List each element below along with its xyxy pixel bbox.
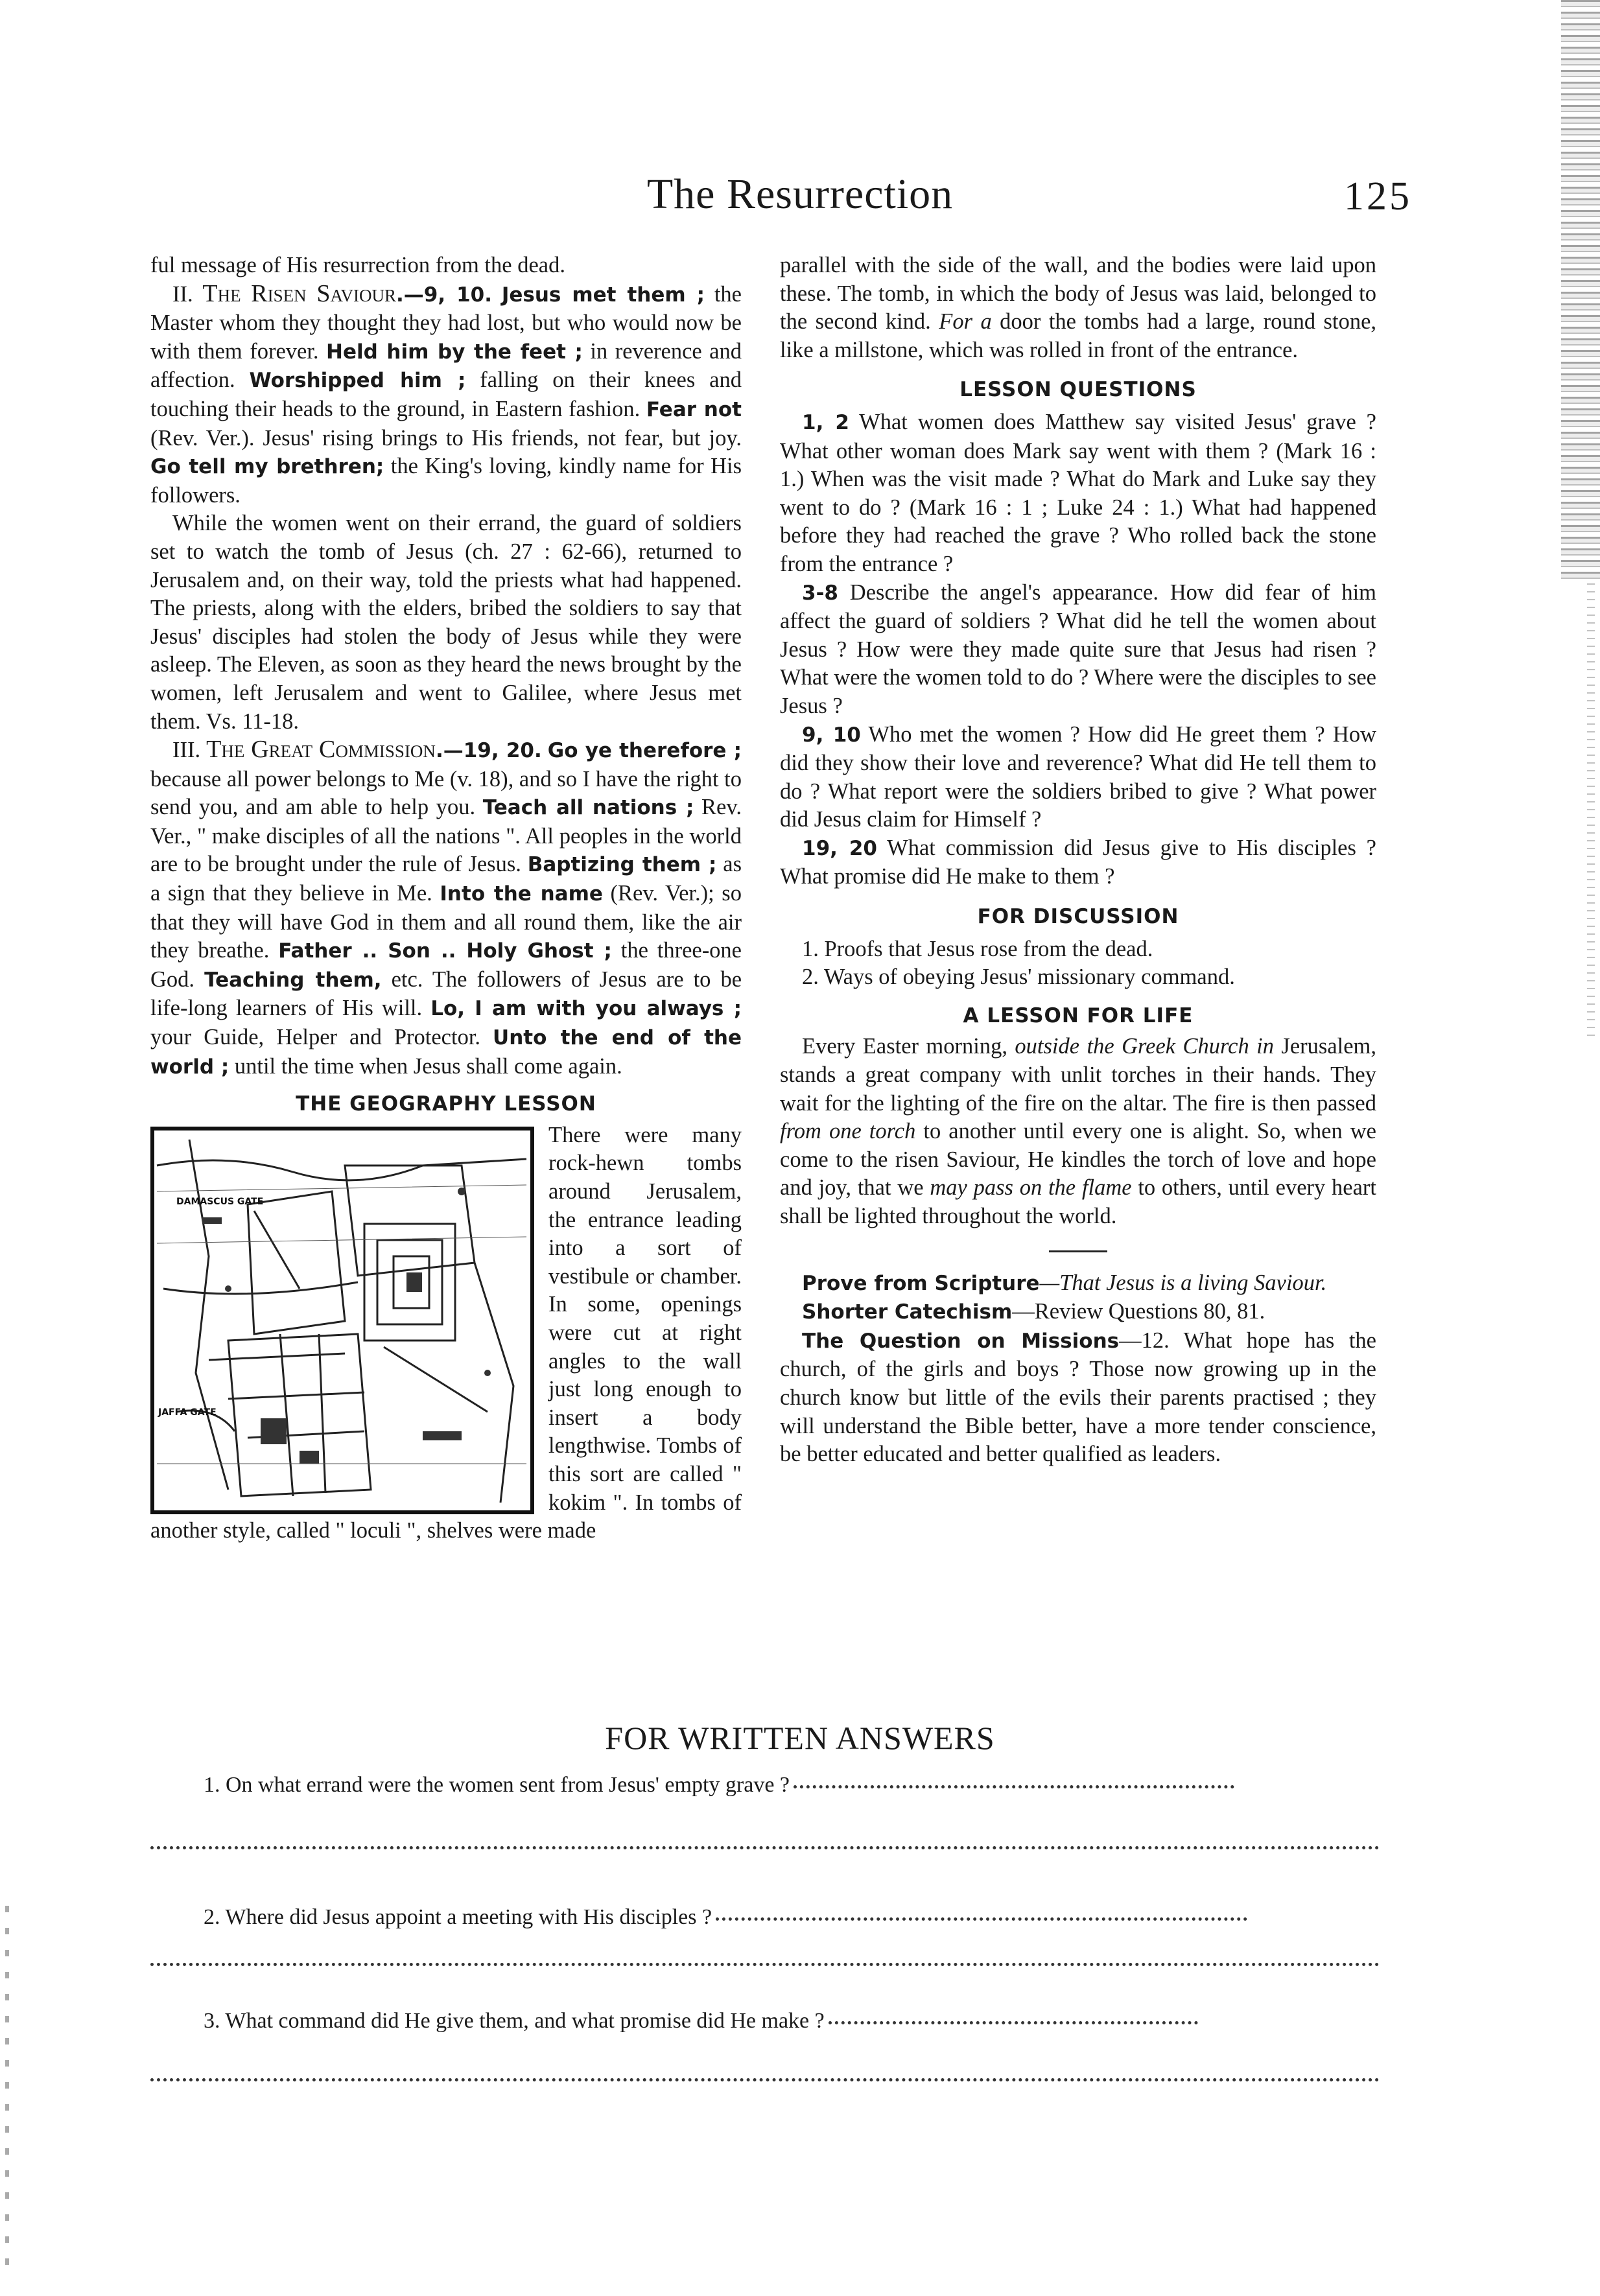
- prove-from-scripture: [780, 1269, 1376, 1298]
- discussion-item: 1. Proofs that Jesus rose from the dead.: [802, 936, 1153, 961]
- answer-line[interactable]: [794, 1785, 1234, 1788]
- question-text: What women does Matthew say visited Jesus' grave ? What other woman does Mark say went with them ? (Mark 16 : 1.) When was the visit made ? What do Mark and Luke say they went to do ? (Mark 16 : 1 ; Luke 24 : 1.) What had happened before they had reached the grave ? Who rolled back the stone from the entrance ?: [780, 409, 1376, 576]
- geography-section: [150, 1121, 742, 1545]
- missions-text: —12. What hope has the church, of the girls and boys ? Those now growing up in the church know but little of the evils their parents practised ; they will understand the Bible better, have a more tender conscience, be better educated and better qualified as leaders.: [780, 1328, 1376, 1467]
- geo-cont-end: door the tombs had a large, round stone, like a millstone, which was rolled in front of the entrance.: [780, 309, 1377, 362]
- key-phrase: Held him by the feet ;: [326, 340, 583, 364]
- missions-label: The Question on Missions: [802, 1329, 1120, 1353]
- key-phrase: Lo, I am with you always ;: [430, 997, 742, 1021]
- life-text: Every Easter morning,: [802, 1034, 1007, 1059]
- answer-line[interactable]: [150, 2078, 1380, 2081]
- question-text: Who met the women ? How did He greet them ? How did they show their love and reverence? What did He tell them to do ? What report were the soldiers bribed to give ? What power did Jesus claim for Himself ?: [780, 721, 1376, 832]
- question-block: [780, 408, 1376, 579]
- life-italic: may pass on the flame: [923, 1175, 1132, 1201]
- life-text: to others, until every heart shall be lighted throughout the world.: [780, 1175, 1376, 1228]
- prove-text: —That Jesus is a living Saviour.: [1039, 1270, 1327, 1295]
- written-answers-heading: FOR WRITTEN ANSWERS: [605, 1720, 995, 1756]
- written-question-text: 3. What command did He give them, and what promise did He make ?: [204, 2009, 825, 2033]
- prove-label: Prove from Scripture: [802, 1271, 1040, 1295]
- geography-heading: THE GEOGRAPHY LESSON: [296, 1092, 596, 1116]
- shorter-catechism: [780, 1298, 1376, 1327]
- margin-mark: [5, 1906, 9, 2269]
- answer-line[interactable]: [716, 1917, 1247, 1921]
- right-column: [780, 252, 1376, 1469]
- lesson-for-life-text: [780, 1033, 1376, 1230]
- key-phrase: Fear not: [646, 397, 742, 421]
- geography-continuation: [780, 252, 1376, 364]
- note-text: the Master whom they thought they had lost, but who would now be with them forever.: [150, 281, 742, 364]
- question-block: [780, 721, 1376, 834]
- key-phrase: Teaching them,: [204, 968, 382, 992]
- key-phrase: Into the name: [440, 882, 603, 906]
- section-risen-saviour: [150, 280, 742, 510]
- question-ref: 1, 2: [802, 410, 849, 434]
- question-block: [780, 579, 1376, 721]
- map-label-damascus-gate: DAMASCUS GATE: [176, 1196, 264, 1207]
- page-title: The Resurrection: [646, 170, 954, 218]
- key-phrase: Jesus met them ;: [501, 283, 705, 307]
- divider: [1049, 1250, 1107, 1252]
- note-text: (Rev. Ver.); so that they will have God in them and all round them, like the air they breathe.: [150, 881, 742, 963]
- lesson-questions-heading: LESSON QUESTIONS: [959, 378, 1197, 402]
- key-phrase: Go tell my brethren;: [150, 455, 384, 479]
- catechism-text: —Review Questions 80, 81.: [1012, 1299, 1265, 1324]
- catechism-label: Shorter Catechism: [802, 1300, 1013, 1324]
- verse-ref: .—9, 10.: [395, 283, 492, 307]
- note-text: Rev. Ver., " make disciples of all the nations ". All peoples in the world are to be brought under the rule of Jesus.: [150, 795, 742, 877]
- binding-edge-lower: [1587, 583, 1595, 1037]
- written-question-text: 1. On what errand were the women sent from Jesus' empty grave ?: [204, 1773, 790, 1797]
- key-phrase: Worshipped him ;: [249, 369, 466, 393]
- section-number: III.: [172, 738, 201, 763]
- note-text: until the time when Jesus shall come again.: [229, 1053, 622, 1079]
- note-text: (Rev. Ver.). Jesus' rising brings to His friends, not fear, but joy.: [150, 425, 742, 451]
- section-title: The Risen Saviour: [202, 279, 396, 307]
- binding-edge: [1561, 0, 1600, 583]
- note-text: in reverence and affection.: [150, 338, 742, 393]
- continuation-paragraph: ful message of His resurrection from the dead.: [150, 253, 565, 277]
- answer-line[interactable]: [150, 1846, 1380, 1849]
- verse-ref: .—19, 20.: [435, 739, 542, 763]
- note-text: etc. The followers of Jesus are to be life-long learners of His will.: [150, 966, 742, 1021]
- question-block: [780, 834, 1376, 891]
- written-question: [149, 2007, 1381, 2035]
- life-italic: from one torch: [780, 1119, 916, 1144]
- geo-cont-italic: For a: [930, 309, 992, 334]
- section-number: II.: [172, 281, 193, 307]
- question-ref: 3-8: [802, 581, 839, 605]
- geo-cont-text: parallel with the side of the wall, and the bodies were laid upon these. The tomb, in which the body of Jesus was laid, belonged to the second kind.: [780, 253, 1376, 334]
- left-column: [150, 252, 742, 1545]
- guard-paragraph: While the women went on their errand, the guard of soldiers set to watch the tomb of Jesus (ch. 27 : 62-66), returned to Jerusalem and, on their way, told the priests what had happened. The priests, along with the elders, bribed the soldiers to say that Jesus' disciples had stolen the body of Jesus while they were asleep. The Eleven, as soon as they heard the news brought by the women, left Jerusalem and went to Galilee, where Jesus met them. Vs. 11-18.: [150, 511, 742, 734]
- written-question: [149, 1903, 1381, 1932]
- lesson-for-life-heading: A LESSON FOR LIFE: [963, 1003, 1194, 1027]
- answer-line[interactable]: [150, 1963, 1380, 1966]
- note-text: the King's loving, kindly name for His followers.: [150, 454, 742, 508]
- life-text: to another until every one is alight. So, when we come to the risen Saviour, He kindles the torch of love and hope and joy, that we: [780, 1119, 1376, 1201]
- note-text: as a sign that they believe in Me.: [150, 852, 742, 906]
- jerusalem-map: [150, 1127, 534, 1514]
- written-question-text: 2. Where did Jesus appoint a meeting with His disciples ?: [204, 1905, 712, 1929]
- key-phrase: Unto the end of the world ;: [150, 1026, 742, 1079]
- written-question: [149, 1771, 1381, 1799]
- question-text: Describe the angel's appearance. How did fear of him affect the guard of soldiers ? What did he tell the women about Jesus ? How were they made quite sure that Jesus had risen ? What were the women told to do ? Where were the disciples to see Jesus ?: [780, 580, 1376, 718]
- geography-text: There were many rock-hewn tombs around Jerusalem, the entrance leading into a sort of vestibule or chamber. In some, openings were cut at right angles to the wall just long enough to insert a body lengthwise. Tombs of this sort are called " kokim ". In tombs of another style, called " loculi ", shelves were made: [150, 1122, 742, 1543]
- section-title: The Great Commission: [206, 736, 436, 764]
- discussion-item: 2. Ways of obeying Jesus' missionary command.: [802, 965, 1235, 990]
- note-text: falling on their knees and touching their heads to the ground, in Eastern fashion.: [150, 368, 742, 421]
- section-great-commission: [150, 736, 742, 1081]
- note-text: the three-one God.: [150, 938, 742, 992]
- key-phrase: Go ye therefore ;: [547, 739, 742, 763]
- question-ref: 9, 10: [802, 723, 861, 747]
- discussion-heading: FOR DISCUSSION: [977, 905, 1179, 929]
- key-phrase: Father .. Son .. Holy Ghost ;: [278, 939, 612, 963]
- question-ref: 19, 20: [802, 836, 878, 860]
- answer-line[interactable]: [829, 2021, 1198, 2024]
- life-text: Jerusalem, stands a great company with unlit torches in their hands. They wait for the lighting of the fire on the altar. The fire is then passed: [780, 1034, 1376, 1116]
- page-number: 125: [1344, 174, 1412, 218]
- note-text: your Guide, Helper and Protector.: [150, 1025, 493, 1050]
- life-italic: outside the Greek Church in: [1007, 1034, 1274, 1059]
- question-text: What commission did Jesus give to His disciples ? What promise did He make to them ?: [780, 835, 1376, 889]
- key-phrase: Baptizing them ;: [527, 853, 717, 877]
- map-label-jaffa-gate: JAFFA GATE: [158, 1407, 217, 1418]
- key-phrase: Teach all nations ;: [482, 796, 694, 820]
- note-text: because all power belongs to Me (v. 18), and so I have the right to send you, and am able to help you.: [150, 766, 742, 820]
- question-on-missions: [780, 1327, 1376, 1469]
